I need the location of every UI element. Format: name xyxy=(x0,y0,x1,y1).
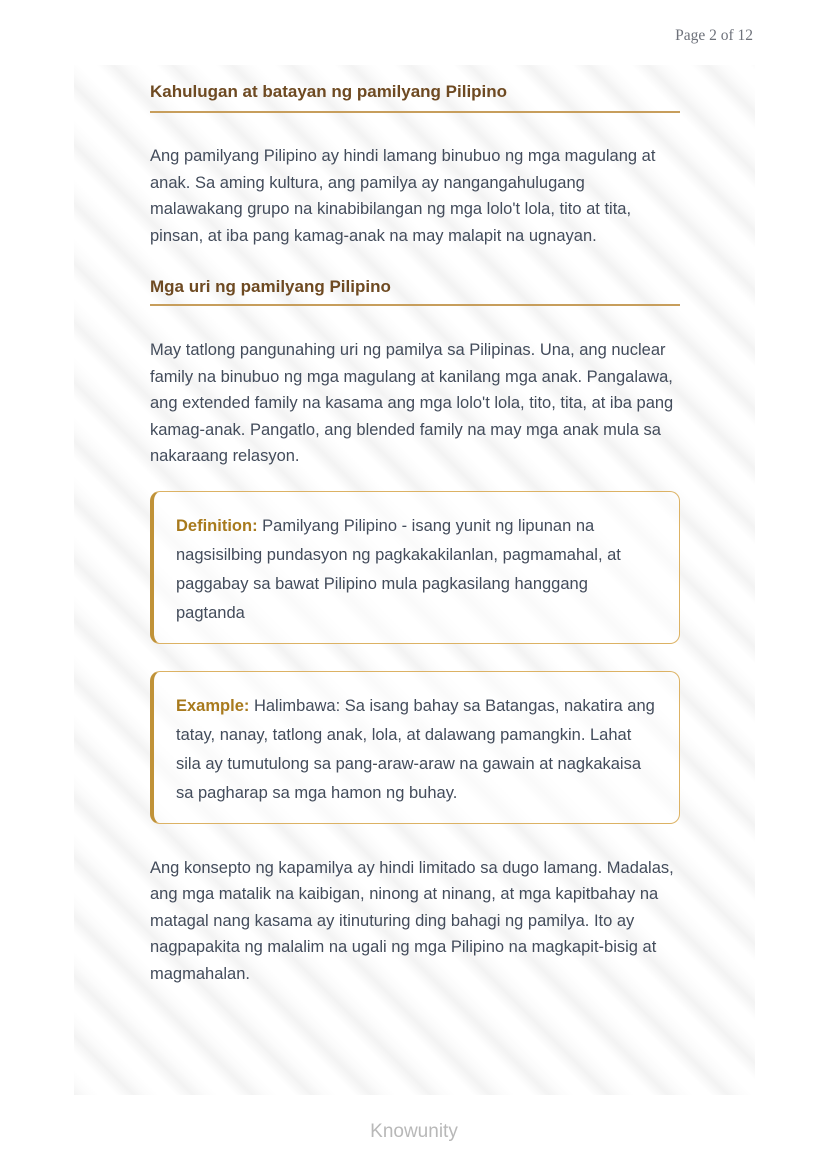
section-heading-1: Kahulugan at batayan ng pamilyang Pilipino xyxy=(150,82,508,101)
example-label: Example: xyxy=(176,696,250,715)
definition-box-text xyxy=(176,512,655,628)
page-number: Page 2 of 12 xyxy=(675,27,753,44)
example-box-text xyxy=(176,692,655,808)
example-body: Halimbawa: Sa isang bahay sa Batangas, nakatira ang tatay, nanay, tatlong anak, lola, at dalawang pamangkin. Lahat sila ay tumutulong sa pang-araw-araw na gawain at nagkakaisa sa pagharap sa mga hamon ng buhay. xyxy=(176,696,655,802)
section-heading-2: Mga uri ng pamilyang Pilipino xyxy=(150,277,391,296)
definition-box xyxy=(150,491,680,644)
example-box xyxy=(150,671,680,824)
definition-label: Definition: xyxy=(176,516,258,535)
paragraph-3: Ang konsepto ng kapamilya ay hindi limitado sa dugo lamang. Madalas, ang mga matalik na kaibigan, ninong at ninang, at mga kapitbahay na matagal nang kasama ay itinuturing ding bahagi ng pamilya. Ito ay nagpapakita ng malalim na ugali ng mga Pilipino na magkapit-bisig at magmahalan. xyxy=(150,858,674,983)
heading-rule-1 xyxy=(150,111,680,113)
document-page xyxy=(74,65,755,1095)
heading-rule-2 xyxy=(150,304,680,306)
paragraph-1: Ang pamilyang Pilipino ay hindi lamang binubuo ng mga magulang at anak. Sa aming kultura, ang pamilya ay nangangahulugang malawakang grupo na kinabibilangan ng mga lolo't lola, tito at tita, pinsan, at iba pang kamag-anak na may malapit na ugnayan. xyxy=(150,147,656,245)
paragraph-2: May tatlong pangunahing uri ng pamilya sa Pilipinas. Una, ang nuclear family na binubuo ng mga magulang at kanilang mga anak. Pangalawa, ang extended family na kasama ang mga lolo't lola, tito, tita, at iba pang kamag-anak. Pangatlo, ang blended family na may mga anak mula sa nakaraang relasyon. xyxy=(150,341,674,465)
footer-brand: Knowunity xyxy=(370,1121,458,1142)
definition-body: Pamilyang Pilipino - isang yunit ng lipunan na nagsisilbing pundasyon ng pagkakakilanlan, pagmamahal, at paggabay sa bawat Pilipino mula pagkasilang hanggang pagtanda xyxy=(176,516,621,622)
